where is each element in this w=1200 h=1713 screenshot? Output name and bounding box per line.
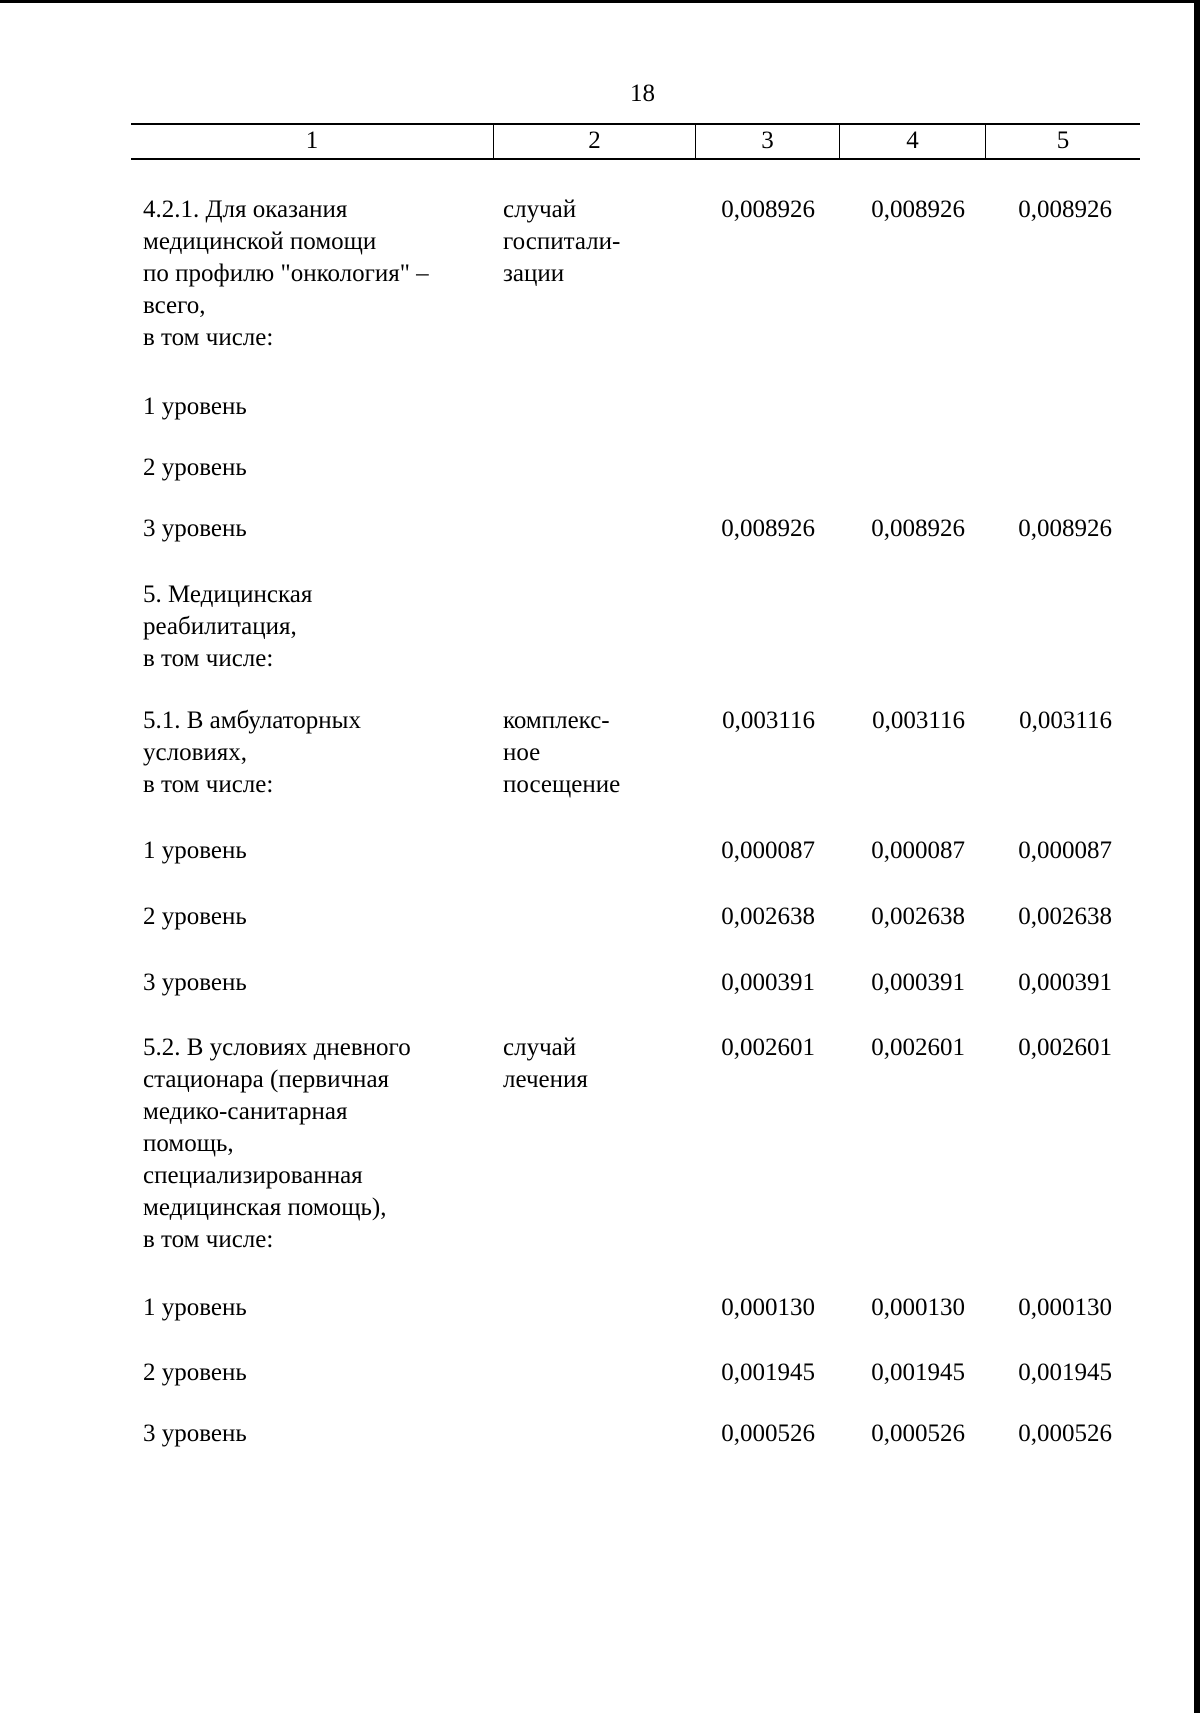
row-label-line: медицинская помощь), — [143, 1194, 387, 1221]
row-label — [143, 705, 361, 801]
row-label-line: 4.2.1. Для оказания — [143, 196, 348, 223]
value-cell-v3: 0,001945 — [721, 1359, 815, 1386]
row-unit — [503, 194, 620, 290]
row-label-line: 2 уровень — [143, 1359, 247, 1386]
row-label-line: 5.1. В амбулаторных — [143, 707, 361, 734]
value-cell-v5: 0,008926 — [1018, 196, 1112, 223]
row-label — [143, 901, 247, 933]
row-label-line: всего, — [143, 292, 206, 319]
row-label-line: в том числе: — [143, 645, 274, 672]
row-unit — [503, 1032, 588, 1096]
header-col-4: 4 — [906, 127, 919, 154]
value-cell-v3: 0,008926 — [721, 515, 815, 542]
row-unit-line: комплекс- — [503, 707, 610, 734]
row-unit-line: лечения — [503, 1066, 588, 1093]
row-label-line: 1 уровень — [143, 1294, 247, 1321]
row-label-line: специализированная — [143, 1162, 363, 1189]
value-cell-v4: 0,001945 — [871, 1359, 965, 1386]
value-cell-v5: 0,001945 — [1018, 1359, 1112, 1386]
row-label — [143, 1292, 247, 1324]
row-unit-line: случай — [503, 196, 577, 223]
row-label — [143, 1418, 247, 1450]
value-cell-v5: 0,003116 — [1019, 707, 1112, 734]
value-cell-v3: 0,002601 — [721, 1034, 815, 1061]
value-cell-v4: 0,000130 — [871, 1294, 965, 1321]
value-cell-v4: 0,000526 — [871, 1420, 965, 1447]
value-cell-v4: 0,000391 — [871, 969, 965, 996]
value-cell-v3: 0,008926 — [721, 196, 815, 223]
row-unit-line: случай — [503, 1034, 577, 1061]
value-cell-v4: 0,008926 — [871, 196, 965, 223]
row-label-line: в том числе: — [143, 324, 274, 351]
row-unit-line: госпитали- — [503, 228, 621, 255]
row-unit — [503, 705, 620, 801]
header-col-2: 2 — [588, 127, 601, 154]
row-label — [143, 1357, 247, 1389]
row-label-line: в том числе: — [143, 771, 274, 798]
row-label-line: стационара (первичная — [143, 1066, 390, 1093]
value-cell-v4: 0,008926 — [871, 515, 965, 542]
row-label-line: реабилитация, — [143, 613, 297, 640]
value-cell-v4: 0,002601 — [871, 1034, 965, 1061]
row-label — [143, 513, 247, 545]
header-col-1: 1 — [305, 127, 319, 154]
row-label-line: медицинской помощи — [143, 228, 377, 255]
row-label-line: 2 уровень — [143, 454, 247, 481]
row-label-line: 2 уровень — [143, 903, 247, 930]
value-cell-v4: 0,000087 — [871, 837, 965, 864]
row-label — [143, 835, 247, 867]
value-cell-v5: 0,002638 — [1018, 903, 1112, 930]
row-label — [143, 194, 429, 354]
row-label — [143, 1032, 411, 1256]
value-cell-v4: 0,003116 — [872, 707, 965, 734]
value-cell-v5: 0,002601 — [1018, 1034, 1112, 1061]
row-label-line: медико-санитарная — [143, 1098, 348, 1125]
row-label-line: 1 уровень — [143, 837, 247, 864]
row-label — [143, 452, 247, 484]
row-label-line: 5.2. В условиях дневного — [143, 1034, 411, 1061]
value-cell-v3: 0,000087 — [721, 837, 815, 864]
row-label-line: 3 уровень — [143, 515, 247, 542]
header-col-3: 3 — [761, 127, 774, 154]
header-top-rule — [131, 123, 1140, 125]
value-cell-v5: 0,000391 — [1018, 969, 1112, 996]
row-unit-line: зации — [503, 260, 565, 287]
row-label-line: 5. Медицинская — [143, 581, 313, 608]
header-bottom-rule — [131, 158, 1140, 160]
scan-edge-top — [0, 0, 1200, 3]
header-col-5: 5 — [1056, 127, 1070, 154]
row-label — [143, 579, 312, 675]
row-label — [143, 967, 247, 999]
value-cell-v3: 0,002638 — [721, 903, 815, 930]
row-label-line: по профилю "онкология" – — [143, 260, 429, 287]
value-cell-v5: 0,000130 — [1018, 1294, 1112, 1321]
row-label-line: в том числе: — [143, 1226, 274, 1253]
row-unit-line: посещение — [503, 771, 621, 798]
scan-edge-right — [1194, 0, 1200, 1713]
value-cell-v5: 0,000087 — [1018, 837, 1112, 864]
row-unit-line: ное — [503, 739, 541, 766]
row-label-line: 3 уровень — [143, 969, 247, 996]
row-label-line: 1 уровень — [143, 393, 247, 420]
value-cell-v3: 0,000526 — [721, 1420, 815, 1447]
value-cell-v5: 0,000526 — [1018, 1420, 1112, 1447]
value-cell-v3: 0,000391 — [721, 969, 815, 996]
row-label — [143, 391, 247, 423]
value-cell-v4: 0,002638 — [871, 903, 965, 930]
value-cell-v3: 0,003116 — [722, 707, 815, 734]
value-cell-v3: 0,000130 — [721, 1294, 815, 1321]
page-number: 18 — [630, 80, 655, 107]
row-label-line: 3 уровень — [143, 1420, 247, 1447]
value-cell-v5: 0,008926 — [1018, 515, 1112, 542]
row-label-line: помощь, — [143, 1130, 234, 1157]
row-label-line: условиях, — [143, 739, 248, 766]
